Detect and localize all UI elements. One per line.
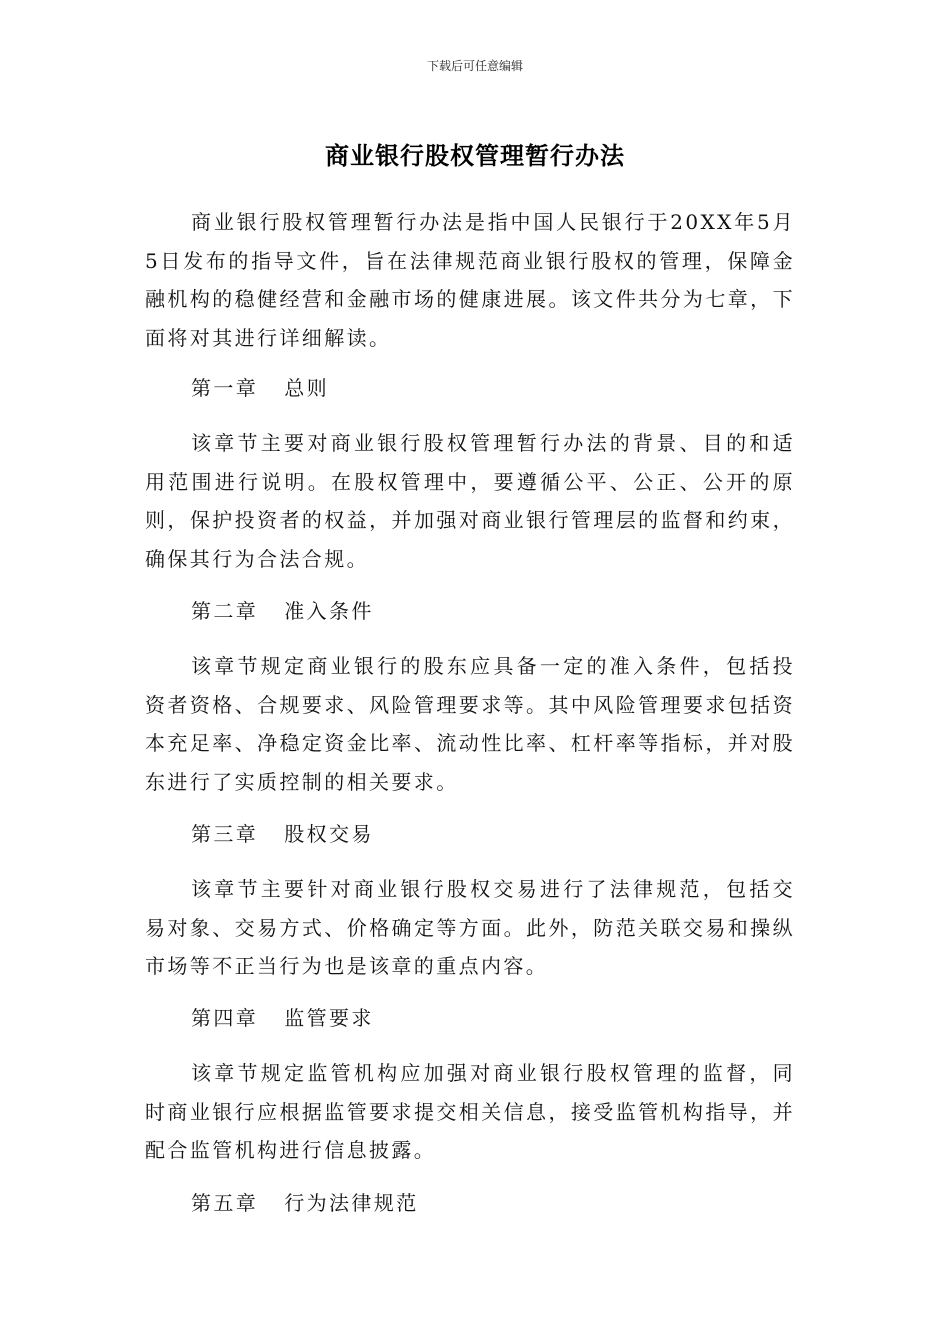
chapter-heading-4 <box>191 999 374 1038</box>
chapter-number: 第五章 <box>191 1191 259 1215</box>
chapter-name: 行为法律规范 <box>284 1191 419 1215</box>
chapter-body-4: 该章节规定监管机构应加强对商业银行股权管理的监督，同时商业银行应根据监管要求提交相关信息，接受监管机构指导，并配合监管机构进行信息披露。 <box>145 1061 795 1162</box>
chapter-name: 股权交易 <box>284 822 374 846</box>
chapter-heading-3 <box>191 815 374 854</box>
intro-paragraph: 商业银行股权管理暂行办法是指中国人民银行于20XX年5月5日发布的指导文件，旨在法律规范商业银行股权的管理，保障金融机构的稳健经营和金融市场的健康进展。该文件共分为七章，下面将对其进行详细解读。 <box>145 210 795 350</box>
document-title: 商业银行股权管理暂行办法 <box>325 142 625 170</box>
chapter-name: 准入条件 <box>284 599 374 623</box>
chapter-number: 第四章 <box>191 1006 259 1030</box>
chapter-body-3: 该章节主要针对商业银行股权交易进行了法律规范，包括交易对象、交易方式、价格确定等方面。此外，防范关联交易和操纵市场等不正当行为也是该章的重点内容。 <box>145 877 795 978</box>
chapter-heading-5 <box>191 1184 419 1223</box>
chapter-number: 第二章 <box>191 599 259 623</box>
chapter-number: 第一章 <box>191 376 259 400</box>
chapter-name: 监管要求 <box>284 1006 374 1030</box>
chapter-heading-1 <box>191 369 329 408</box>
chapter-body-2: 该章节规定商业银行的股东应具备一定的准入条件，包括投资者资格、合规要求、风险管理要求等。其中风险管理要求包括资本充足率、净稳定资金比率、流动性比率、杠杆率等指标，并对股东进行了实质控制的相关要求。 <box>145 654 795 794</box>
chapter-body-1: 该章节主要对商业银行股权管理暂行办法的背景、目的和适用范围进行说明。在股权管理中，要遵循公平、公正、公开的原则，保护投资者的权益，并加强对商业银行管理层的监督和约束，确保其行为合法合规。 <box>145 431 795 571</box>
chapter-number: 第三章 <box>191 822 259 846</box>
header-note: 下载后可任意编辑 <box>426 59 523 73</box>
chapter-name: 总则 <box>284 376 330 400</box>
chapter-heading-2 <box>191 592 374 631</box>
